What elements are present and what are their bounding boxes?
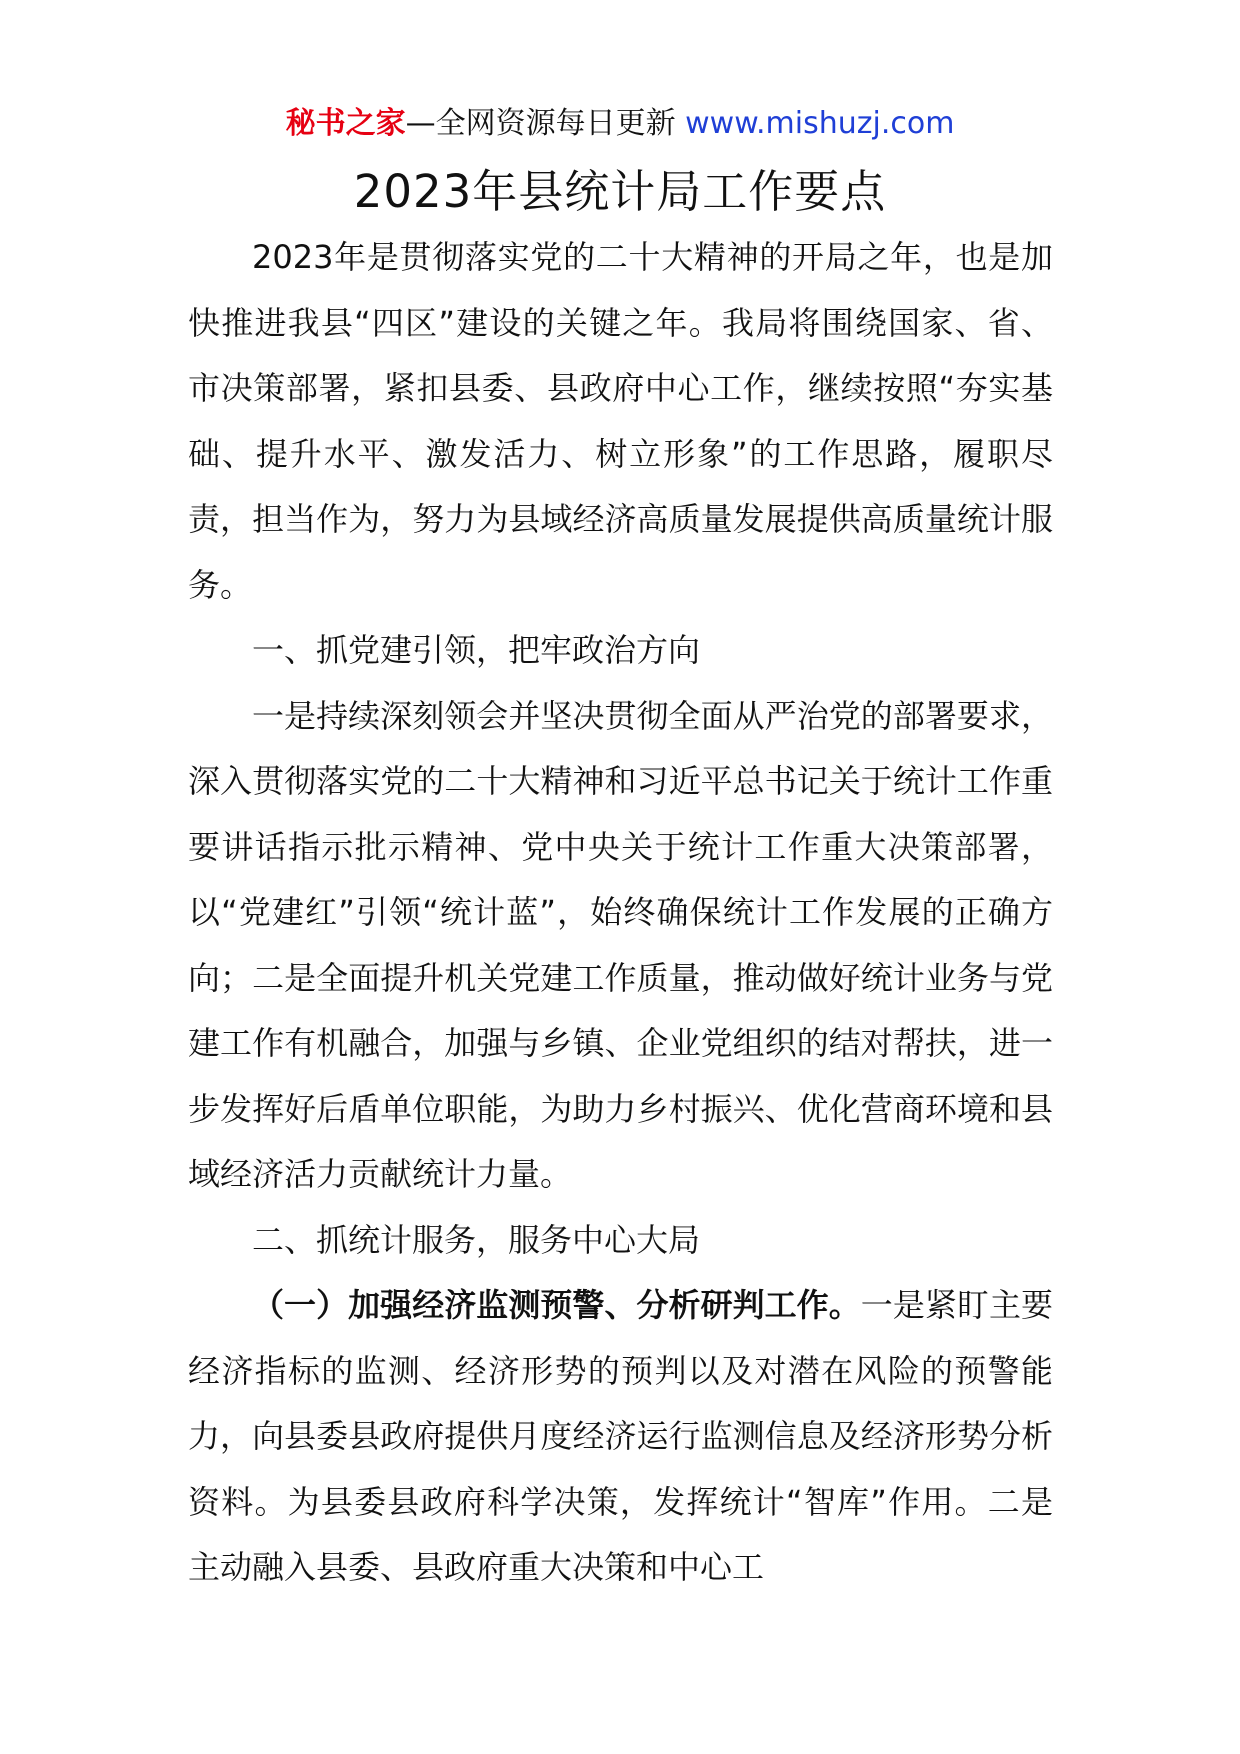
site-tagline: —全网资源每日更新 [405,106,676,141]
section2-item1-lead: （一）加强经济监测预警、分析研判工作。 [252,1286,861,1324]
document-title: 2023年县统计局工作要点 [353,165,887,218]
intro-paragraph: 2023年是贯彻落实党的二十大精神的开局之年，也是加快推进我县“四区”建设的关键之年。我局将围绕国家、省、市决策部署，紧扣县委、县政府中心工作，继续按照“夯实基础、提升水平、激发活力、树立形象”的工作思路，履职尽责，担当作为，努力为县域经济高质量发展提供高质量统计服务。 [188,238,1053,604]
section2-item1-paragraph [188,1273,1053,1601]
section1-paragraph: 一是持续深刻领会并坚决贯彻全面从严治党的部署要求，深入贯彻落实党的二十大精神和习近平总书记关于统计工作重要讲话指示批示精神、党中央关于统计工作重大决策部署，以“党建红”引领“统计蓝”，始终确保统计工作发展的正确方向；二是全面提升机关党建工作质量，推动做好统计业务与党建工作有机融合，加强与乡镇、企业党组织的结对帮扶，进一步发挥好后盾单位职能，为助力乡村振兴、优化营商环境和县域经济活力贡献统计力量。 [188,696,1053,1193]
section1-heading: 一、抓党建引领，把牢政治方向 [252,631,701,669]
section2-item1-body: 一是紧盯主要经济指标的监测、经济形势的预判以及对潜在风险的预警能力，向县委县政府提供月度经济运行监测信息及经济形势分析资料。为县委县政府科学决策，发挥统计“智库”作用。二是主动融入县委、县政府重大决策和中心工 [188,1286,1053,1586]
document-body [188,225,1053,1601]
site-brand: 秘书之家 [285,106,406,141]
site-url-link[interactable]: www.mishuzj.com [685,106,955,141]
section2-heading: 二、抓统计服务，服务中心大局 [252,1220,701,1259]
site-header [0,100,1240,148]
